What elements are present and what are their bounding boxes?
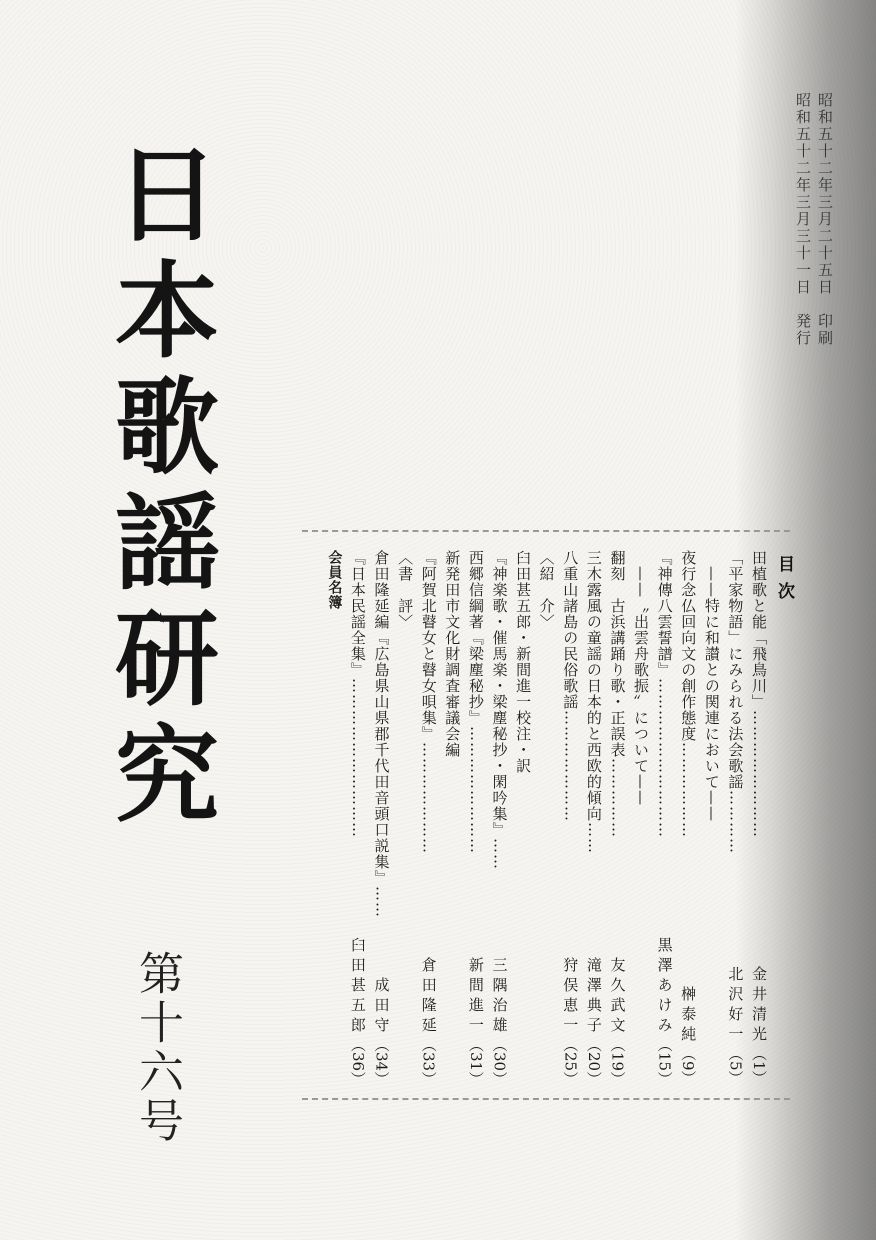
toc-entry-title: 臼田甚五郎・新間進一校注・訳 — [514, 550, 533, 774]
toc-entry — [746, 550, 770, 1086]
issue-number: 第十六号 — [131, 950, 184, 1146]
toc-heading: 目次 — [774, 555, 794, 609]
toc-entry-author: 臼田甚五郎 — [348, 936, 367, 1037]
toc-entry-author: 友久武文 — [608, 956, 627, 1037]
toc-entry-page: （30） — [490, 1036, 509, 1086]
toc-entry-title: 会員名簿 — [326, 550, 343, 610]
toc-entry-author: 成田守 — [372, 976, 391, 1037]
toc-entry — [487, 550, 511, 1086]
publish-date: 昭和五十二年三月三十一日 発行 — [794, 92, 812, 347]
toc-entry-title: 新発田市文化財調査審議会編 — [443, 550, 462, 758]
toc-entry-page: （34） — [372, 1036, 391, 1086]
toc-entry-author: 狩俣恵一 — [561, 956, 580, 1037]
toc-entry-page: （9） — [679, 1046, 698, 1086]
toc-entry-subtitle — [699, 550, 723, 1086]
toc-entry — [345, 550, 369, 1086]
top-divider — [302, 530, 790, 532]
toc-entry-author: 榊泰純 — [679, 986, 698, 1047]
toc-entry-author: 金井清光 — [750, 966, 768, 1047]
toc-entry-author: 北沢好一 — [726, 966, 745, 1047]
toc-entry-title: 夜行念仏回向文の創作態度……………… — [679, 550, 698, 838]
toc-entry-page: （1） — [750, 1046, 768, 1086]
toc-entry-title: 西郷信綱著『梁塵秘抄』…………………… — [466, 550, 485, 854]
toc-entry-title: 「平家物語」にみられる法会歌謡………… — [726, 550, 745, 854]
toc-entry-title: 倉田隆延編『広島県山県郡千代田音頭口説集』…… — [372, 550, 391, 918]
toc-entry — [558, 550, 582, 1086]
toc-entry-title: ——〝出雲舟歌振〟について—— — [632, 566, 651, 806]
toc-entry-author: 倉田隆延 — [419, 956, 438, 1037]
toc-entry-title: 『阿賀北瞽女と瞽女唄集』………………… — [419, 550, 438, 854]
toc-entry — [416, 550, 440, 1086]
toc-entry-title: ——特に和讃との関連において—— — [702, 566, 721, 822]
toc-entry-page: （25） — [561, 1036, 580, 1086]
toc-entry-title: 『神楽歌・催馬楽・梁塵秘抄・閑吟集』…… — [490, 550, 509, 870]
toc-entry — [723, 550, 747, 1086]
toc-entry-page: （5） — [726, 1046, 745, 1086]
toc-entry-author: 三隅治雄 — [490, 956, 509, 1037]
table-of-contents — [308, 550, 770, 1086]
toc-section-heading — [393, 550, 417, 1086]
toc-entry-title: 『日本民謡全集』………………………… — [348, 550, 367, 838]
toc-entry — [440, 550, 464, 1086]
bottom-divider — [302, 1098, 790, 1100]
toc-entry-page: （33） — [419, 1036, 438, 1086]
toc-entry — [463, 550, 487, 1086]
toc-entry-author: 滝澤典子 — [584, 956, 603, 1037]
toc-entry-page: （20） — [584, 1036, 603, 1086]
toc-section-heading — [534, 550, 558, 1086]
toc-entry-subtitle — [628, 550, 652, 1086]
toc-entry-title: 田植歌と能「飛鳥川」…………………… — [750, 550, 768, 838]
toc-entry — [652, 550, 676, 1086]
journal-title: 日本歌謡研究 — [97, 140, 219, 836]
toc-entry — [510, 550, 534, 1086]
toc-entry-page: （19） — [608, 1036, 627, 1086]
toc-entry-title: 『神傳八雲誓譜』………………………… — [655, 550, 674, 838]
toc-section-label: 〈書 評〉 — [396, 550, 415, 630]
toc-entry-title: 三木露風の童謡の日本的と西欧的傾向…… — [584, 550, 603, 854]
toc-entry-title: 翻刻 古浜講踊り歌・正誤表…………… — [608, 550, 627, 838]
toc-entry — [676, 550, 700, 1086]
toc-entry — [369, 550, 393, 1086]
toc-entry — [581, 550, 605, 1086]
toc-entry-page: （31） — [466, 1036, 485, 1086]
toc-section-label: 〈紹 介〉 — [537, 550, 556, 630]
print-date: 昭和五十二年三月二十五日 印刷 — [816, 92, 834, 347]
toc-entry-page: （15） — [655, 1036, 674, 1086]
toc-entry-page: （36） — [348, 1036, 367, 1086]
toc-entry-author: 黒澤あけみ — [655, 936, 674, 1037]
toc-entry — [322, 550, 346, 1086]
toc-entry — [605, 550, 629, 1086]
print-info — [792, 92, 836, 352]
toc-entry-title: 八重山諸島の民俗歌謡………………… — [561, 550, 580, 822]
toc-entry-author: 新間進一 — [466, 956, 485, 1037]
